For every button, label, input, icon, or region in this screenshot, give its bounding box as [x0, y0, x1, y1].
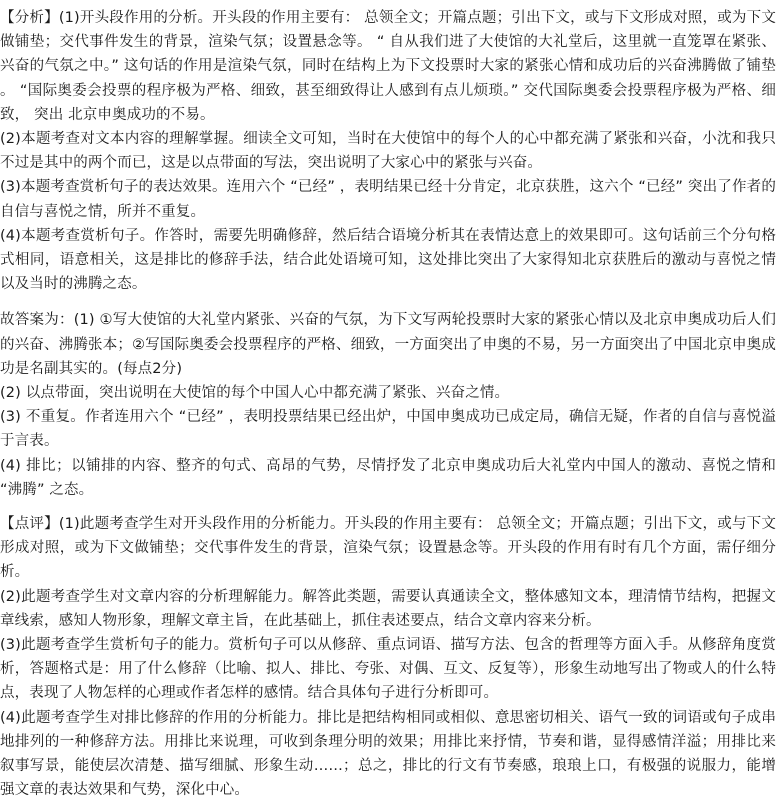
answer-paragraph-4: (4) 排比；以铺排的内容、整齐的句式、高昂的气势，尽情抒发了北京申奥成功后大礼堂内中国人的激动、喜悦之情和 “沸腾” 之态。: [0, 457, 776, 498]
comment-paragraph-1: 【点评】(1)此题考查学生对开头段作用的分析能力。开头段的作用主要有： 总领全文；开篇点题；引出下文，或与下文形成对照，或为下文做铺垫；交代事件发生的背景，渲染气氛；设置悬念等。开头段的作用有时有几个方面，需仔细分析。: [0, 516, 776, 581]
analysis-paragraph-4: (4)本题考查赏析句子。作答时，需要先明确修辞，然后结合语境分析其在表情达意上的效果即可。这句话前三个分句格式相同，语意相关，这是排比的修辞手法，结合此处语境可知，这处排比突出了大家得知北京获胜后的激动与喜悦之情以及当时的沸腾之态。: [0, 227, 776, 293]
answer-paragraph-3: (3) 不重复。作者连用六个 “已经” ，表明投票结果已经出炉，中国申奥成功已成定局，确信无疑，作者的自信与喜悦溢于言表。: [0, 409, 776, 450]
comment-paragraph-2: (2)此题考查学生对文章内容的分析理解能力。解答此类题，需要认真通读全文，整体感知文本，理清情节结构，把握文章线索，感知人物形象，理解文章主旨，在此基础上，抓住表述要点，结合文章内容来分析。: [0, 588, 776, 629]
section-spacer: [0, 296, 776, 308]
analysis-paragraph-2: (2)本题考查对文本内容的理解掌握。细读全文可知，当时在大使馆中的每个人的心中都充满了紧张和兴奋，小沈和我只不过是其中的两个而已，这是以点带面的写法，突出说明了大家心中的紧张与兴奋。: [0, 131, 776, 172]
comment-paragraph-4: (4)此题考查学生对排比修辞的作用的分析能力。排比是把结构相同或相似、意思密切相关、语气一致的词语或句子成串地排列的一种修辞方法。用排比来说理，可收到条理分明的效果；用排比来抒情，节奏和谐，显得感情洋溢；用排比来叙事写景，能使层次清楚、描写细腻、形象生动……；总之，排比的行文有节奏感，琅琅上口，有极强的说服力，能增强文章的表达效果和气势，深化中心。: [0, 709, 776, 799]
analysis-paragraph-3: (3)本题考查赏析句子的表达效果。连用六个 “已经” ，表明结果已经十分肯定，北京获胜，这六个 “已经” 突出了作者的自信与喜悦之情，所并不重复。: [0, 179, 776, 220]
comment-section: [0, 512, 776, 802]
answer-section: [0, 308, 776, 502]
answer-paragraph-1: 故答案为：(1) ①写大使馆的大礼堂内紧张、兴奋的气氛，为下文写两轮投票时大家的紧张心情以及北京申奥成功后人们的兴奋、沸腾张本；②写国际奥委会投票程序的严格、细致，一方面突出了申奥的不易，另一方面突出了中国北京申奥成功是名副其实的。(每点2分): [0, 312, 776, 377]
analysis-paragraph-1: 【分析】(1)开头段作用的分析。开头段的作用主要有： 总领全文；开篇点题；引出下文，或与下文形成对照，或为下文做铺垫；交代事件发生的背景，渲染气氛；设置悬念等。 “ 自从我们进了大使馆的大礼堂后，这里就一直笼罩在紧张、兴奋的气氛之中。” 这句话的作用是渲染气氛，同时在结构上为下文投票时大家的紧张心情和成功后的兴奋沸腾做了铺垫 。 “国际奥委会投票的程序极为严格、细致，甚至细致得让人感到有点儿烦琐。” 交代国际奥委会投票程序极为严格、细致， 突出 北京申奥成功的不易。: [0, 10, 776, 123]
section-spacer: [0, 502, 776, 512]
analysis-section: [0, 6, 776, 296]
comment-paragraph-3: (3)此题考查学生赏析句子的能力。赏析句子可以从修辞、重点词语、描写方法、包含的哲理等方面入手。从修辞角度赏析，答题格式是：用了什么修辞（比喻、拟人、排比、夸张、对偶、互文、反复等），形象生动地写出了物或人的什么特点，表现了人物怎样的心理或作者怎样的感情。结合具体句子进行分析即可。: [0, 637, 776, 702]
answer-paragraph-2: (2) 以点带面，突出说明在大使馆的每个中国人心中都充满了紧张、兴奋之情。: [0, 385, 510, 402]
